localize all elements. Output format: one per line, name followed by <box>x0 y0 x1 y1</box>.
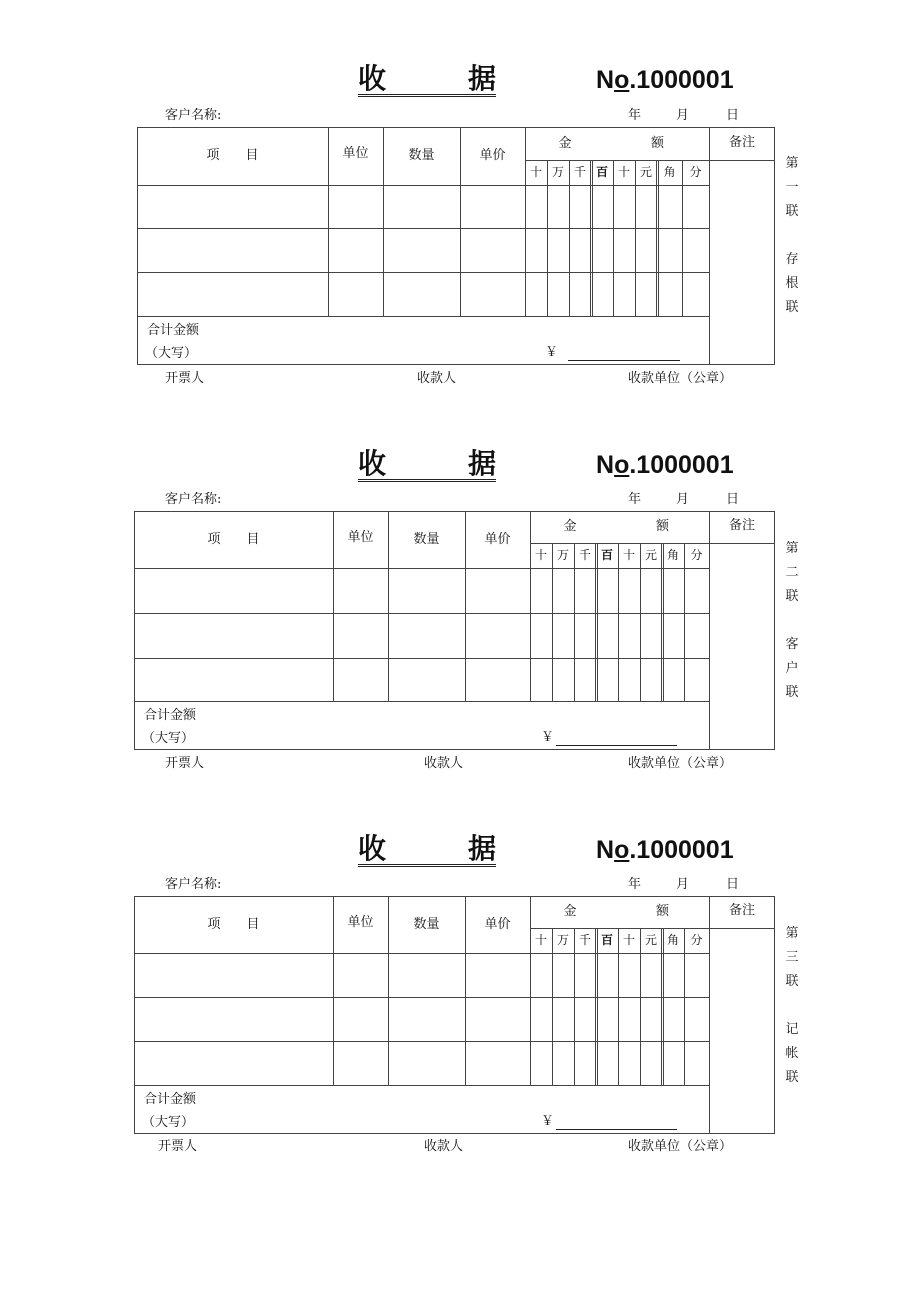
item-cell[interactable] <box>139 274 326 314</box>
header-unit: 单位 <box>347 529 374 545</box>
date-month-label: 月 <box>676 108 690 123</box>
digit-divider <box>595 543 598 701</box>
copy-label-char <box>784 224 800 248</box>
digit-place-label: 角 <box>666 933 679 947</box>
customer-name-label: 客户名称: <box>165 492 222 507</box>
copy-label-char <box>784 609 800 633</box>
receipt-title <box>358 834 496 867</box>
yen-icon: ￥ <box>541 1114 555 1129</box>
item-cell[interactable] <box>136 615 331 656</box>
header-unit: 单位 <box>347 914 374 930</box>
total-amount-label: 合计金额 <box>147 323 200 338</box>
item-cell[interactable] <box>136 1043 331 1083</box>
price-cell[interactable] <box>467 955 528 995</box>
receipt-title <box>358 64 496 97</box>
digit-place-label: 万 <box>556 933 569 947</box>
receipt-number <box>596 836 734 864</box>
quantity-cell[interactable] <box>385 274 458 314</box>
digit-divider <box>618 543 619 701</box>
header-unit-price: 单价 <box>479 148 506 163</box>
number-prefix-o: o <box>614 451 630 479</box>
unit-cell[interactable] <box>330 230 381 270</box>
copy-label-char: 帐 <box>785 1046 799 1061</box>
header-unit-price: 单价 <box>484 531 511 547</box>
header-divider <box>137 185 709 186</box>
digit-divider <box>590 160 593 316</box>
copy-label <box>784 922 800 1090</box>
number-prefix-o: o <box>614 66 630 94</box>
total-uppercase-label: （大写） <box>142 1115 195 1130</box>
copy-label-char: 存 <box>785 252 799 267</box>
header-remark: 备注 <box>728 134 755 150</box>
digit-place-label: 十 <box>622 548 635 562</box>
quantity-cell[interactable] <box>390 660 463 699</box>
unit-cell[interactable] <box>330 187 381 226</box>
digit-place-label: 分 <box>690 933 703 947</box>
copy-label-char: 第 <box>785 156 799 171</box>
remark-divider <box>709 127 710 365</box>
copy-label-char <box>784 994 800 1018</box>
digit-divider <box>684 543 685 701</box>
digit-place-label: 千 <box>578 933 591 947</box>
digit-divider <box>613 160 614 316</box>
total-uppercase-label: （大写） <box>142 731 195 746</box>
issuer-label: 开票人 <box>165 756 205 771</box>
digit-place-label: 元 <box>639 165 652 179</box>
title-char-right: 据 <box>467 447 496 480</box>
digit-place-label: 百 <box>595 165 608 179</box>
date-year-label: 年 <box>628 108 642 123</box>
row-divider <box>137 228 709 229</box>
receiving-unit-seal-label: 收款单位（公章） <box>628 371 733 386</box>
digit-divider <box>661 928 664 1085</box>
digit-divider <box>569 160 570 316</box>
header-quantity: 数量 <box>413 531 440 547</box>
receipt-number <box>596 66 734 94</box>
digit-divider <box>618 928 619 1085</box>
row-divider <box>134 1085 709 1086</box>
total-amount-label: 合计金额 <box>144 708 197 723</box>
copy-label-char: 户 <box>785 661 799 676</box>
digit-place-label: 分 <box>690 548 703 562</box>
digit-place-label: 分 <box>689 165 702 179</box>
date-month-label: 月 <box>676 492 690 507</box>
digit-place-label: 十 <box>617 165 630 179</box>
row-divider <box>134 1041 709 1042</box>
digit-place-label: 十 <box>534 933 547 947</box>
digit-place-label: 元 <box>644 933 657 947</box>
number-value: .1000001 <box>629 836 734 864</box>
number-prefix-n: N <box>596 451 615 479</box>
total-amount-field[interactable] <box>556 1129 677 1130</box>
title-char-right: 据 <box>467 62 496 95</box>
copy-label-char: 联 <box>785 974 799 989</box>
row-divider <box>137 272 709 273</box>
copy-label-char: 联 <box>785 685 799 700</box>
digit-divider <box>635 160 636 316</box>
header-unit: 单位 <box>342 146 369 161</box>
digit-place-label: 角 <box>663 165 676 179</box>
header-quantity: 数量 <box>413 916 440 932</box>
digit-divider <box>640 543 641 701</box>
header-amount-right: 额 <box>655 904 669 919</box>
row-divider <box>134 658 709 659</box>
digit-place-label: 十 <box>534 548 547 562</box>
customer-name-label: 客户名称: <box>165 877 222 892</box>
digit-place-label: 百 <box>600 933 613 947</box>
amount-header-divider <box>530 543 775 544</box>
quantity-cell[interactable] <box>390 615 463 656</box>
digit-divider <box>552 928 553 1085</box>
quantity-cell[interactable] <box>385 187 458 226</box>
title-char-left: 收 <box>358 62 387 95</box>
header-quantity: 数量 <box>408 148 435 163</box>
yen-icon: ￥ <box>545 345 559 360</box>
price-cell[interactable] <box>467 660 528 699</box>
column-divider <box>530 511 531 701</box>
payee-label: 收款人 <box>424 756 464 771</box>
digit-divider <box>640 928 641 1085</box>
price-cell[interactable] <box>467 615 528 656</box>
number-value: .1000001 <box>629 66 734 94</box>
copy-label-char: 联 <box>785 589 799 604</box>
header-unit-price: 单价 <box>484 916 511 932</box>
remark-divider <box>709 511 710 750</box>
total-amount-label: 合计金额 <box>144 1092 197 1107</box>
number-prefix-n: N <box>596 836 615 864</box>
digit-divider <box>547 160 548 316</box>
date-year-label: 年 <box>628 492 642 507</box>
copy-label-char: 联 <box>785 204 799 219</box>
row-divider <box>134 613 709 614</box>
price-cell[interactable] <box>462 230 523 270</box>
title-char-right: 据 <box>467 832 496 865</box>
digit-divider <box>574 543 575 701</box>
amount-header-divider <box>525 160 775 161</box>
receipt-number <box>596 451 734 479</box>
digit-place-label: 百 <box>600 548 613 562</box>
copy-label <box>784 152 800 320</box>
copy-label-char: 联 <box>785 1070 799 1085</box>
quantity-cell[interactable] <box>390 999 463 1039</box>
issuer-label: 开票人 <box>165 371 205 386</box>
digit-divider <box>595 928 598 1085</box>
copy-label-char: 第 <box>785 926 799 941</box>
copy-label-char: 一 <box>785 180 799 195</box>
header-divider <box>134 953 709 954</box>
unit-cell[interactable] <box>335 1043 386 1083</box>
number-value: .1000001 <box>629 451 734 479</box>
issuer-label: 开票人 <box>158 1139 198 1154</box>
copy-label-char: 第 <box>785 541 799 556</box>
yen-icon: ￥ <box>541 730 555 745</box>
header-amount-left: 金 <box>563 904 577 919</box>
unit-cell[interactable] <box>335 615 386 656</box>
total-amount-field[interactable] <box>556 745 677 746</box>
quantity-cell[interactable] <box>390 570 463 611</box>
item-cell[interactable] <box>136 999 331 1039</box>
item-cell[interactable] <box>136 570 331 611</box>
title-char-left: 收 <box>358 447 387 480</box>
header-item: 项 目 <box>207 531 260 547</box>
digit-place-label: 元 <box>644 548 657 562</box>
price-cell[interactable] <box>462 187 523 226</box>
copy-label-char: 客 <box>785 637 799 652</box>
header-item: 项 目 <box>206 148 259 163</box>
number-prefix-n: N <box>596 66 615 94</box>
copy-label-char: 根 <box>785 276 799 291</box>
row-divider <box>134 701 709 702</box>
price-cell[interactable] <box>467 1043 528 1083</box>
copy-label-char: 记 <box>785 1022 799 1037</box>
header-amount-left: 金 <box>563 519 577 534</box>
copy-label <box>784 537 800 705</box>
price-cell[interactable] <box>467 999 528 1039</box>
row-divider <box>137 316 709 317</box>
row-divider <box>134 997 709 998</box>
payee-label: 收款人 <box>417 371 457 386</box>
copy-label-char: 联 <box>785 300 799 315</box>
header-amount-right: 额 <box>655 519 669 534</box>
date-month-label: 月 <box>676 877 690 892</box>
column-divider <box>525 127 526 316</box>
digit-place-label: 万 <box>551 165 564 179</box>
unit-cell[interactable] <box>335 955 386 995</box>
header-amount-left: 金 <box>558 135 572 151</box>
quantity-cell[interactable] <box>390 955 463 995</box>
date-day-label: 日 <box>726 877 740 892</box>
number-prefix-o: o <box>614 836 630 864</box>
receipt-title <box>358 449 496 482</box>
column-divider <box>530 896 531 1085</box>
unit-cell[interactable] <box>335 660 386 699</box>
digit-place-label: 角 <box>666 548 679 562</box>
item-cell[interactable] <box>136 660 331 699</box>
date-year-label: 年 <box>628 877 642 892</box>
digit-place-label: 十 <box>622 933 635 947</box>
date-day-label: 日 <box>726 492 740 507</box>
header-divider <box>134 568 709 569</box>
receiving-unit-seal-label: 收款单位（公章） <box>628 756 733 771</box>
copy-label-char: 二 <box>785 565 799 580</box>
date-day-label: 日 <box>726 108 740 123</box>
item-cell[interactable] <box>136 955 331 995</box>
total-amount-field[interactable] <box>568 360 680 361</box>
header-remark: 备注 <box>728 903 755 918</box>
total-uppercase-label: （大写） <box>145 346 198 361</box>
header-remark: 备注 <box>728 518 755 533</box>
unit-cell[interactable] <box>330 274 381 314</box>
quantity-cell[interactable] <box>385 230 458 270</box>
receiving-unit-seal-label: 收款单位（公章） <box>628 1139 733 1154</box>
item-cell[interactable] <box>139 187 326 226</box>
digit-place-label: 千 <box>578 548 591 562</box>
quantity-cell[interactable] <box>390 1043 463 1083</box>
price-cell[interactable] <box>462 274 523 314</box>
digit-divider <box>682 160 683 316</box>
digit-place-label: 千 <box>573 165 586 179</box>
digit-divider <box>574 928 575 1085</box>
digit-divider <box>656 160 659 316</box>
item-cell[interactable] <box>139 230 326 270</box>
copy-label-char: 三 <box>785 950 799 965</box>
title-char-left: 收 <box>358 832 387 865</box>
amount-header-divider <box>530 928 775 929</box>
digit-place-label: 万 <box>556 548 569 562</box>
digit-place-label: 十 <box>529 165 542 179</box>
header-amount-right: 额 <box>650 135 664 151</box>
digit-divider <box>661 543 664 701</box>
digit-divider <box>552 543 553 701</box>
payee-label: 收款人 <box>424 1139 464 1154</box>
remark-divider <box>709 896 710 1134</box>
unit-cell[interactable] <box>335 570 386 611</box>
digit-divider <box>684 928 685 1085</box>
header-item: 项 目 <box>207 916 260 932</box>
unit-cell[interactable] <box>335 999 386 1039</box>
price-cell[interactable] <box>467 570 528 611</box>
customer-name-label: 客户名称: <box>165 108 222 123</box>
